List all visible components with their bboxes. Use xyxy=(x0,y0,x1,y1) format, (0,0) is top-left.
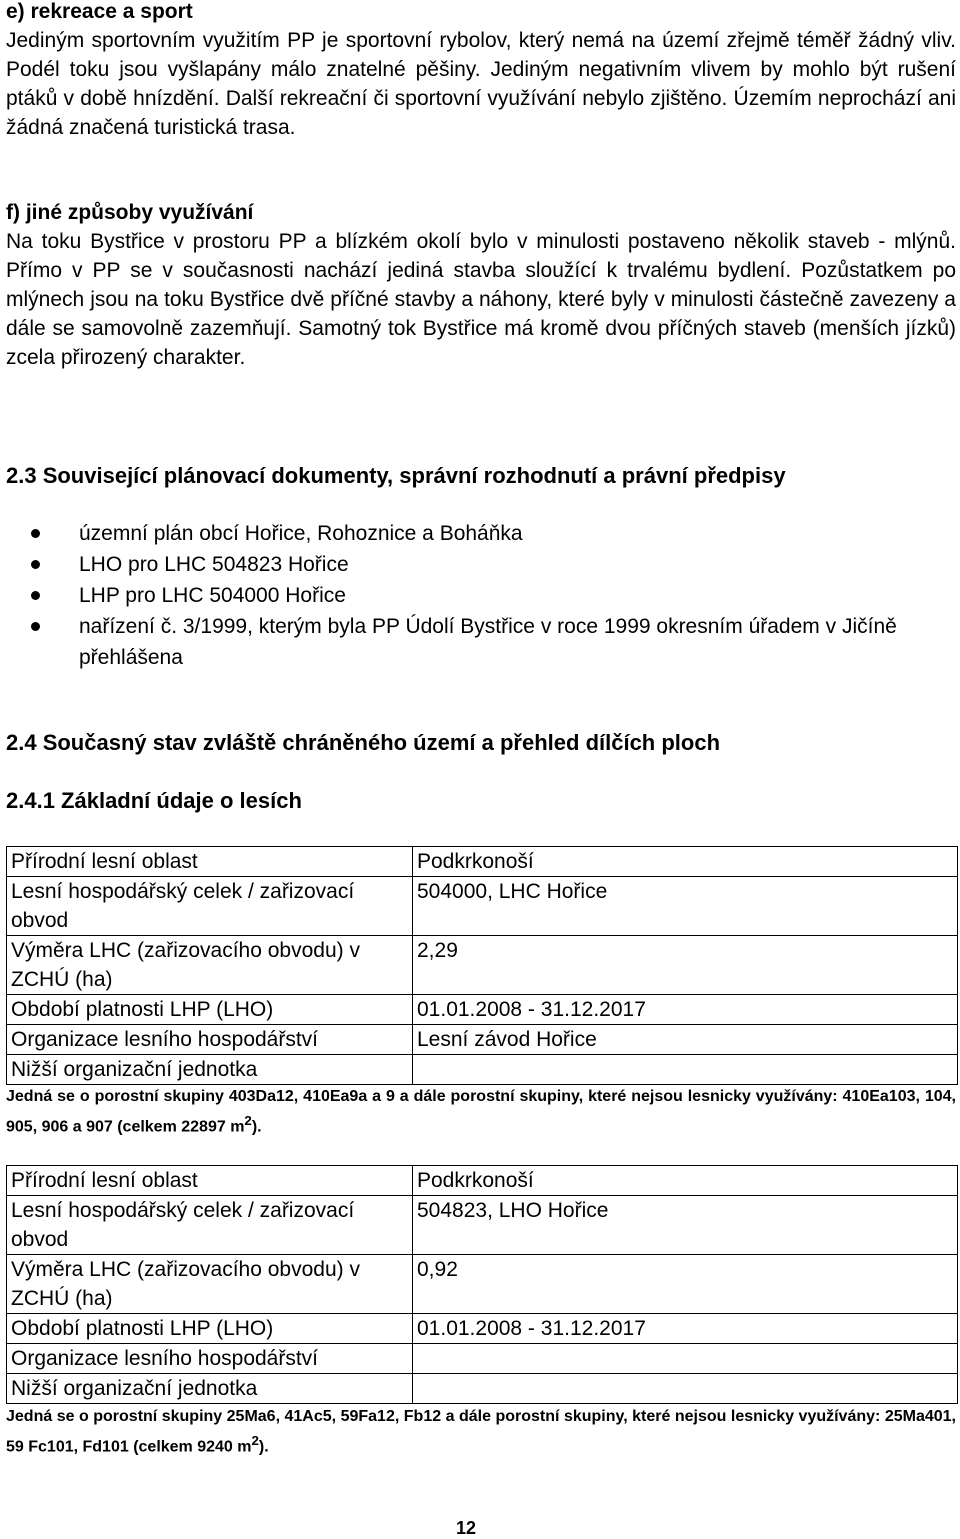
note-text: Jedná se o porostní skupiny 25Ma6, 41Ac5, 59Fa12, Fb12 a dále porostní skupiny, které nejsou lesnicky využívány: 25Ma401, 59 Fc101, Fd101 (celkem 9240 m xyxy=(6,1408,956,1456)
row-label: Výměra LHC (zařizovacího obvodu) v ZCHÚ (ha) xyxy=(7,936,413,995)
table-row xyxy=(7,877,958,936)
page-number: 12 xyxy=(456,1518,477,1538)
documents-list xyxy=(6,518,956,673)
section-e-text: Jediným sportovním využitím PP je sportovní rybolov, který nemá na území zřejmě téměř žádný vliv. Podél toku jsou vyšlapány málo znatelné pěšiny. Jediným negativním vlivem by mohlo být rušení ptáků v době hnízdění. Další rekreační či sportovní využívání nebylo zjištěno. Územím neprochází ani žádná značená turistická trasa. xyxy=(6,29,956,139)
list-item-text: nařízení č. 3/1999, kterým byla PP Údolí Bystřice v roce 1999 okresním úřadem v Jičíně přehlášena xyxy=(79,615,897,669)
section-2-4-heading: 2.4 Současný stav zvláště chráněného území a přehled dílčích ploch xyxy=(6,730,721,755)
list-item xyxy=(6,549,956,580)
table-2-note xyxy=(6,1405,956,1459)
table-row xyxy=(7,1255,958,1314)
note-text: Jedná se o porostní skupiny 403Da12, 410Ea9a a 9 a dále porostní skupiny, které nejsou lesnicky využívány: 410Ea103, 104, 905, 906 a 907 (celkem 22897 m xyxy=(6,1088,956,1136)
row-value: 0,92 xyxy=(413,1255,958,1314)
bullet-icon xyxy=(31,529,40,538)
table-row xyxy=(7,1314,958,1344)
list-item xyxy=(6,518,956,549)
row-value: 504000, LHC Hořice xyxy=(413,877,958,936)
row-label: Výměra LHC (zařizovacího obvodu) v ZCHÚ (ha) xyxy=(7,1255,413,1314)
note-superscript: 2 xyxy=(251,1433,259,1448)
row-label: Období platnosti LHP (LHO) xyxy=(7,995,413,1025)
section-f xyxy=(6,198,956,372)
row-value xyxy=(413,1374,958,1404)
row-value xyxy=(413,1055,958,1085)
row-label: Nižší organizační jednotka xyxy=(7,1374,413,1404)
row-label: Nižší organizační jednotka xyxy=(7,1055,413,1085)
note-text-end: ). xyxy=(251,1118,262,1136)
list-item-text: územní plán obcí Hořice, Rohoznice a Boháňka xyxy=(79,522,523,545)
row-label: Lesní hospodářský celek / zařizovací obvod xyxy=(7,877,413,936)
table-row xyxy=(7,1374,958,1404)
table-1-note xyxy=(6,1085,956,1139)
row-value xyxy=(413,1344,958,1374)
row-label: Období platnosti LHP (LHO) xyxy=(7,1314,413,1344)
table-row xyxy=(7,936,958,995)
section-e-heading: e) rekreace a sport xyxy=(6,0,193,23)
row-value: 01.01.2008 - 31.12.2017 xyxy=(413,1314,958,1344)
table-row xyxy=(7,1025,958,1055)
list-item xyxy=(6,580,956,611)
bullet-icon xyxy=(31,591,40,600)
row-label: Lesní hospodářský celek / zařizovací obvod xyxy=(7,1196,413,1255)
list-item-text: LHO pro LHC 504823 Hořice xyxy=(79,553,349,576)
row-value: Podkrkonoší xyxy=(413,847,958,877)
list-item-text: LHP pro LHC 504000 Hořice xyxy=(79,584,346,607)
table-row xyxy=(7,1055,958,1085)
row-label: Přírodní lesní oblast xyxy=(7,1166,413,1196)
row-value: 01.01.2008 - 31.12.2017 xyxy=(413,995,958,1025)
forest-table-2 xyxy=(6,1165,958,1404)
row-value: 2,29 xyxy=(413,936,958,995)
bullet-icon xyxy=(31,560,40,569)
section-2-4-1-heading: 2.4.1 Základní údaje o lesích xyxy=(6,788,302,813)
section-f-text: Na toku Bystřice v prostoru PP a blízkém okolí bylo v minulosti postaveno několik staveb - mlýnů. Přímo v PP se v současnosti nachází jediná stavba sloužící k trvalému bydlení. Pozůstatkem po mlýnech jsou na toku Bystřice dvě příčné stavby a náhony, které byly v minulosti částečně zavezeny a dále se samovolně zazemňují. Samotný tok Bystřice má kromě dvou příčných staveb (menších jízků) zcela přirozený charakter. xyxy=(6,230,956,369)
list-item xyxy=(6,611,956,673)
forest-table-1 xyxy=(6,846,958,1085)
row-label: Organizace lesního hospodářství xyxy=(7,1025,413,1055)
section-f-heading: f) jiné způsoby využívání xyxy=(6,201,254,224)
row-label: Organizace lesního hospodářství xyxy=(7,1344,413,1374)
table-row xyxy=(7,1166,958,1196)
table-row xyxy=(7,847,958,877)
note-text-end: ). xyxy=(258,1438,269,1456)
row-value: Lesní závod Hořice xyxy=(413,1025,958,1055)
section-e xyxy=(6,0,956,142)
table-row xyxy=(7,995,958,1025)
row-value: 504823, LHO Hořice xyxy=(413,1196,958,1255)
table-row xyxy=(7,1196,958,1255)
table-row xyxy=(7,1344,958,1374)
note-superscript: 2 xyxy=(244,1113,252,1128)
bullet-icon xyxy=(31,622,40,631)
section-2-3-heading: 2.3 Související plánovací dokumenty, správní rozhodnutí a právní předpisy xyxy=(6,463,786,488)
row-value: Podkrkonoší xyxy=(413,1166,958,1196)
row-label: Přírodní lesní oblast xyxy=(7,847,413,877)
